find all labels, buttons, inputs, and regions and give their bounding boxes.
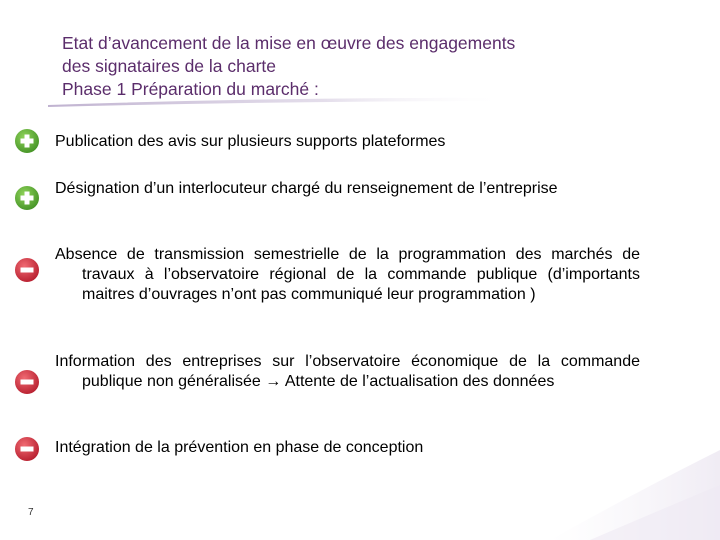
item-text: Désignation d’un interlocuteur chargé du renseignement de l’entreprise [55, 180, 558, 197]
title-underline [48, 95, 508, 109]
minus-icon [12, 367, 42, 397]
slide-title [62, 32, 662, 101]
item-text: Publication des avis sur plusieurs supports plateformes [55, 133, 446, 150]
item-text: Intégration de la prévention en phase de conception [55, 439, 424, 456]
minus-icon [12, 434, 42, 464]
minus-icon [12, 255, 42, 285]
item-text: Absence de transmission semestrielle de la programmation des marchés de travaux à l’observatoire régional de la commande publique (d’importants maitres d’ouvrages n’ont pas communiqué leur programmation ) [55, 246, 640, 303]
plus-icon [12, 183, 42, 213]
title-line-3: Phase 1 Préparation du marché : [62, 79, 319, 99]
title-line-2: des signataires de la charte [62, 56, 277, 76]
page-number: 7 [28, 507, 34, 518]
plus-icon [12, 126, 42, 156]
item-text: Information des entreprises sur l’observatoire économique de la commande publique non généralisée → Attente de l’actualisation des données [55, 353, 640, 390]
decorative-swoosh [520, 430, 720, 540]
title-line-1: Etat d’avancement de la mise en œuvre des engagements [62, 33, 516, 53]
